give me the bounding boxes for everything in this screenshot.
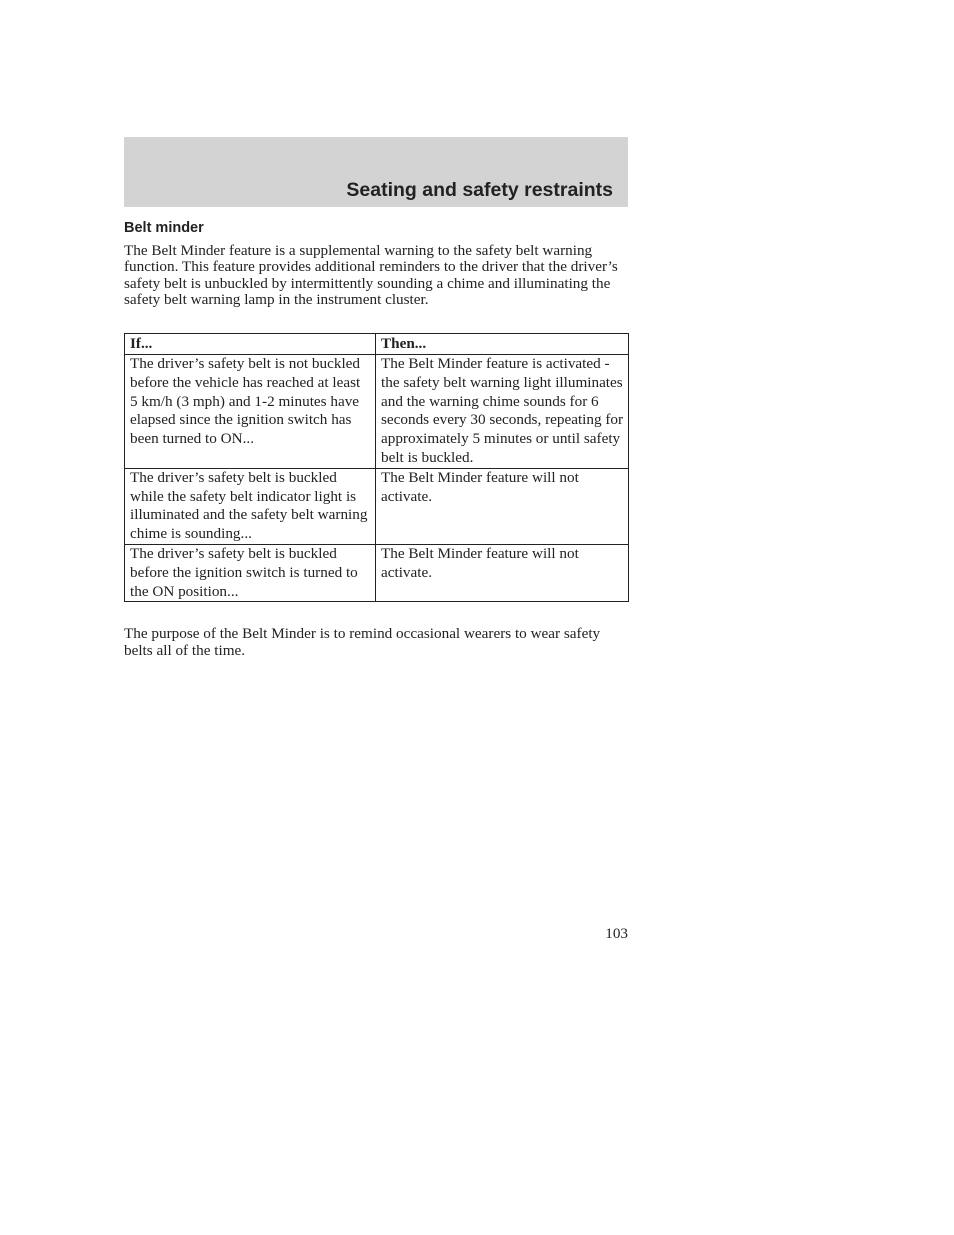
table-row — [125, 544, 629, 601]
table-cell-then: The Belt Minder feature is activated - the safety belt warning light illuminates and the warning chime sounds for 6 seconds every 30 seconds, repeating for approximately 5 minutes or until safety belt is buckled. — [376, 355, 629, 469]
belt-minder-table-container — [124, 333, 628, 602]
table-cell-if: The driver’s safety belt is not buckled before the vehicle has reached at least 5 km/h (3 mph) and 1-2 minutes have elapsed since the ignition switch has been turned to ON... — [125, 355, 376, 469]
section-heading: Belt minder — [124, 220, 204, 236]
chapter-title: Seating and safety restraints — [346, 179, 613, 201]
table-header-row — [125, 334, 629, 355]
intro-paragraph: The Belt Minder feature is a supplemental warning to the safety belt warning function. This feature provides additional reminders to the driver that the driver’s safety belt is unbuckled by intermittently sounding a chime and illuminating the safety belt warning lamp in the instrument cluster. — [124, 242, 618, 309]
table-row — [125, 468, 629, 544]
belt-minder-table — [124, 333, 629, 602]
column-header-if: If... — [125, 334, 376, 355]
table-row — [125, 355, 629, 469]
column-header-then: Then... — [376, 334, 629, 355]
page-number: 103 — [605, 925, 628, 942]
table-cell-then: The Belt Minder feature will not activate. — [376, 468, 629, 544]
table-cell-if: The driver’s safety belt is buckled while the safety belt indicator light is illuminated and the safety belt warning chime is sounding... — [125, 468, 376, 544]
table-cell-then: The Belt Minder feature will not activate. — [376, 544, 629, 601]
table-cell-if: The driver’s safety belt is buckled before the ignition switch is turned to the ON position... — [125, 544, 376, 601]
chapter-header-band — [124, 137, 628, 207]
closing-paragraph: The purpose of the Belt Minder is to remind occasional wearers to wear safety belts all of the time. — [124, 625, 601, 659]
